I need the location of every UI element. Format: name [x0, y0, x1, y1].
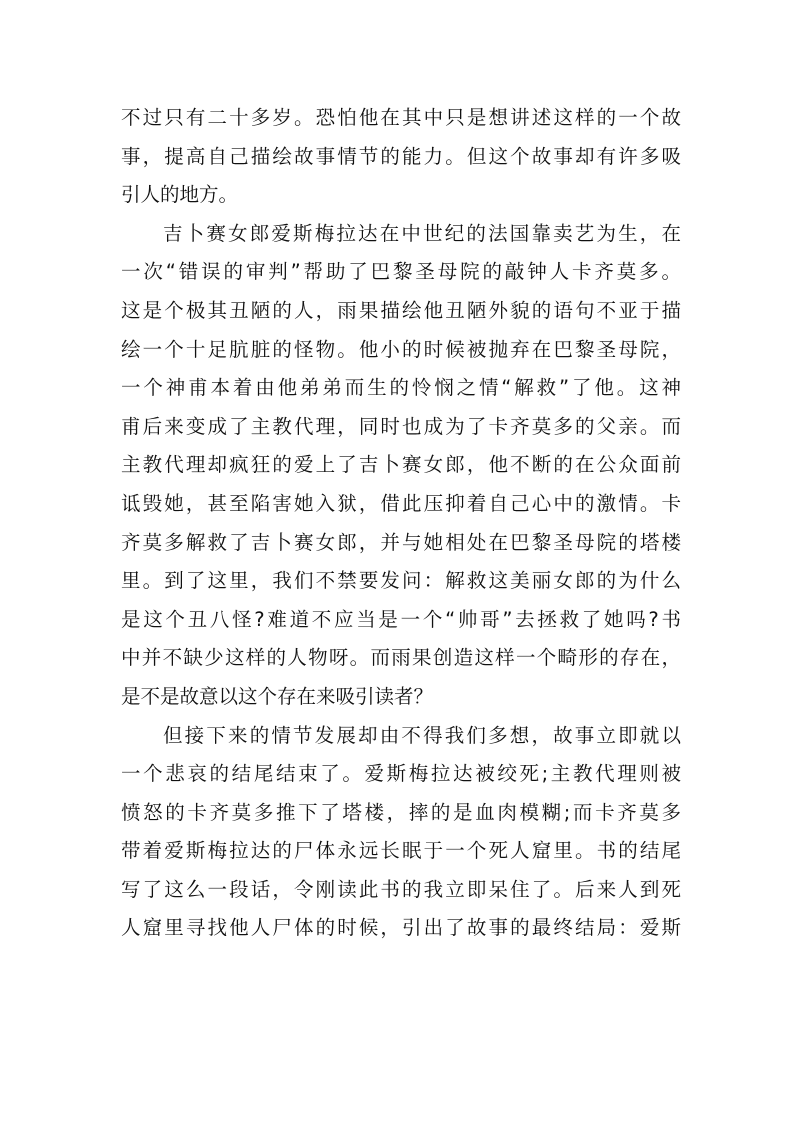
- text-line: 诋毁她，甚至陷害她入狱，借此压抑着自己心中的激情。卡: [121, 491, 681, 515]
- text-line: 不过只有二十多岁。恐怕他在其中只是想讲述这样的一个故: [121, 106, 681, 129]
- text-line: 引人的地方。: [121, 183, 239, 207]
- text-line: 齐莫多解救了吉卜赛女郎，并与她相处在巴黎圣母院的塔楼: [121, 530, 681, 554]
- text-line: 人窟里寻找他人尸体的时候，引出了故事的最终结局：爱斯: [121, 916, 681, 940]
- text-line: 甫后来变成了主教代理，同时也成为了卡齐莫多的父亲。而: [121, 414, 681, 438]
- text-line: 一个神甫本着由他弟弟而生的怜悯之情“解救”了他。这神: [121, 376, 681, 400]
- text-line: 绘一个十足肮脏的怪物。他小的时候被抛弃在巴黎圣母院，: [121, 337, 681, 361]
- text-line: 一个悲哀的结尾结束了。爱斯梅拉达被绞死;主教代理则被: [121, 762, 681, 786]
- paragraph-first-line: 但接下来的情节发展却由不得我们多想，故事立即就以: [163, 723, 681, 747]
- text-line: 一次“错误的审判”帮助了巴黎圣母院的敲钟人卡齐莫多。: [121, 260, 681, 284]
- text-line: 是这个丑八怪?难道不应当是一个“帅哥”去拯救了她吗?书: [121, 607, 681, 631]
- text-line: 中并不缺少这样的人物呀。而雨果创造这样一个畸形的存在，: [121, 646, 681, 670]
- text-line: 是不是故意以这个存在来吸引读者？: [121, 684, 434, 708]
- text-line: 带着爱斯梅拉达的尸体永远长眠于一个死人窟里。书的结尾: [121, 839, 681, 863]
- text-line: 里。到了这里，我们不禁要发问：解救这美丽女郎的为什么: [121, 569, 681, 593]
- body-text: [121, 99, 681, 948]
- text-line: 这是个极其丑陋的人，雨果描绘他丑陋外貌的语句不亚于描: [121, 298, 681, 322]
- text-line: 写了这么一段话，令刚读此书的我立即呆住了。后来人到死: [121, 877, 681, 901]
- text-line: 愤怒的卡齐莫多推下了塔楼，摔的是血肉模糊;而卡齐莫多: [121, 800, 681, 824]
- text-line: 事，提高自己描绘故事情节的能力。但这个故事却有许多吸: [121, 144, 681, 168]
- text-line: 主教代理却疯狂的爱上了吉卜赛女郎，他不断的在公众面前: [121, 453, 681, 477]
- paragraph-first-line: 吉卜赛女郎爱斯梅拉达在中世纪的法国靠卖艺为生，在: [163, 221, 681, 245]
